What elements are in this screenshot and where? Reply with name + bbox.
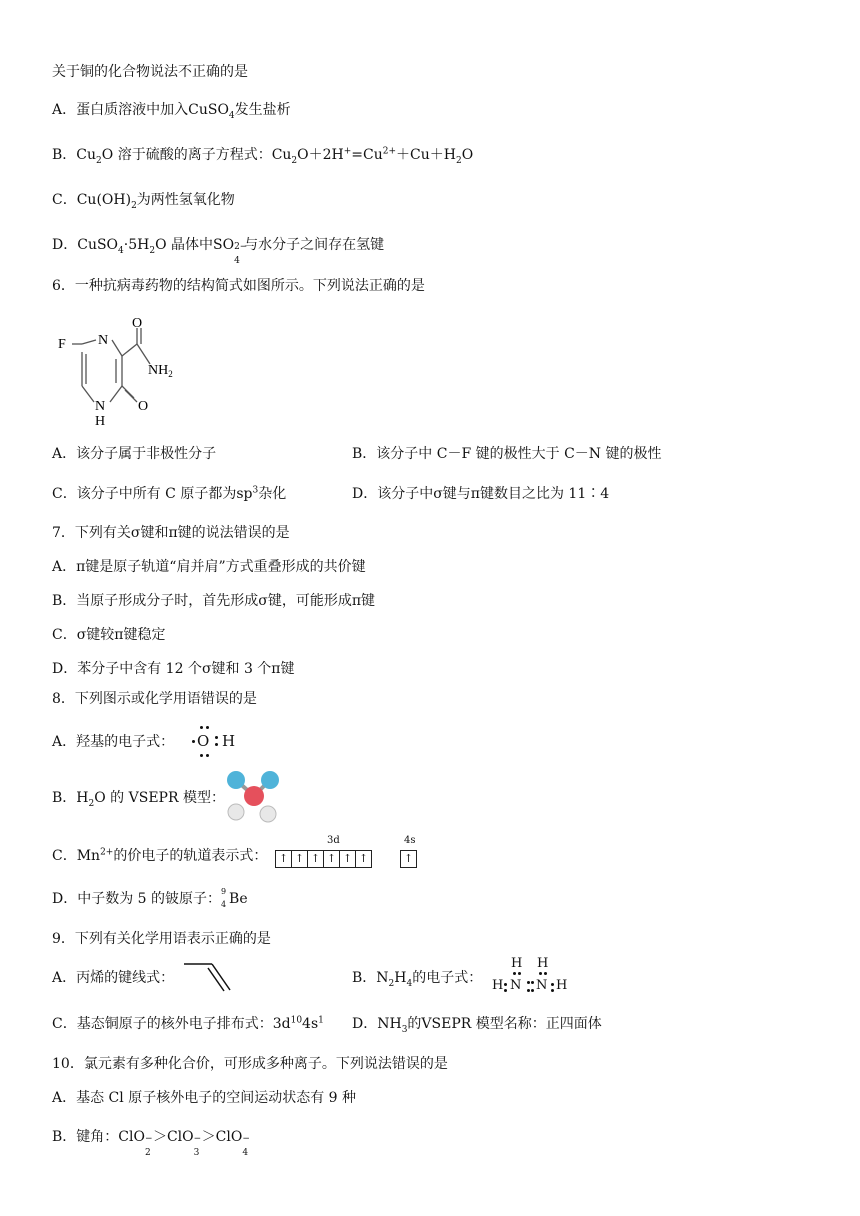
q9-option-d: D．$NH_3$的VSEPR 模型名称：正四面体 (352, 1016, 602, 1035)
q5-option-a: A．蛋白质溶液中加入CuSO$_4$发生盐析 (52, 102, 291, 121)
n2h4-electron-formula: H H H N N H (492, 956, 568, 993)
q6-option-c: C．该分子中所有 C 原子都为$sp^3$杂化 (52, 485, 287, 502)
orbital-3d-label: 3d (327, 835, 340, 846)
lone-pair-lobe (261, 771, 279, 789)
keto-oxygen-label: O (138, 399, 149, 414)
q7-stem: 7．下列有关σ键和π键的说法错误的是 (52, 525, 290, 541)
q8-option-a: A．羟基的电子式： (52, 734, 175, 750)
q5-option-b: B．$Cu_2O$ 溶于硫酸的离子方程式：$Cu_2O+2H^+=Cu^{2+}+Cu+H_2O$ (52, 146, 474, 166)
ring-nh-label: N (95, 399, 106, 414)
q6-option-d: D．该分子中σ键与π键数目之比为 11∶4 (352, 486, 610, 502)
q9-option-b: B．$N_2H_4$的电子式： (352, 970, 483, 989)
orbital-cell: ↑ (324, 851, 340, 867)
q8-stem: 8．下列图示或化学用语错误的是 (52, 691, 257, 707)
q10-option-b: B．键角：ClO − 2 ＞ClO − 3 ＞ClO − 4 (52, 1129, 250, 1158)
q10-option-a: A．基态 Cl 原子核外电子的空间运动状态有 9 种 (52, 1090, 357, 1106)
orbital-cell: ↑ (276, 851, 292, 867)
q8-option-b: B．$H_2O$ 的 VSEPR 模型： (52, 790, 225, 809)
hydrogen-atom (260, 806, 276, 822)
q9-stem: 9．下列有关化学用语表示正确的是 (52, 931, 271, 947)
q5-option-d: D．$CuSO_4\cdot 5H_2O$ 晶体中SO 2− 4 与水分子之间存在氢键 (52, 237, 385, 266)
ring-nitrogen-label: N (98, 333, 109, 348)
carbonyl-oxygen-label: O (132, 316, 143, 331)
q9-option-c: C．基态铜原子的核外电子排布式：$3d^{10}4s^1$ (52, 1015, 324, 1032)
h2o-vsepr-model (222, 768, 286, 826)
orbital-cell: ↑ (308, 851, 324, 867)
q7-option-d: D．苯分子中含有 12 个σ键和 3 个π键 (52, 661, 295, 677)
q5-option-c: C．$Cu(OH)_2$为两性氢氧化物 (52, 192, 235, 211)
q10-stem: 10．氯元素有多种化合价，可形成多种离子。下列说法错误的是 (52, 1056, 448, 1072)
hydrogen-atom (228, 804, 244, 820)
q8-option-d: D．中子数为 5 的铍原子： 9 4 Be (52, 887, 248, 909)
q8-option-c: C．$Mn^{2+}$的价电子的轨道表示式： (52, 847, 268, 864)
orbital-4s-label: 4s (404, 835, 416, 846)
propene-skeletal-formula (182, 960, 234, 992)
orbital-cell: ↑ (292, 851, 308, 867)
orbital-cell: ↑ (358, 852, 369, 865)
q6-stem: 6．一种抗病毒药物的结构简式如图所示。下列说法正确的是 (52, 278, 425, 294)
orbital-4s-box (400, 850, 417, 868)
orbital-cell: ↑ (340, 851, 356, 867)
fluorine-label: F (58, 337, 66, 352)
orbital-3d-boxes (275, 850, 372, 868)
favipiravir-structure (52, 312, 202, 430)
q7-option-b: B．当原子形成分子时，首先形成σ键，可能形成π键 (52, 593, 376, 609)
amide-nh2-label: $NH_2$ (148, 363, 173, 379)
q9-option-a: A．丙烯的键线式： (52, 970, 175, 986)
orbital-cell: ↑ (403, 852, 414, 865)
ring-h-label: H (95, 414, 106, 429)
hydroxyl-electron-formula: O H (172, 724, 242, 760)
q7-option-c: C．σ键较π键稳定 (52, 627, 166, 643)
oxygen-atom (244, 786, 264, 806)
q5-stem: 关于铜的化合物说法不正确的是 (52, 64, 248, 80)
q7-option-a: A．π键是原子轨道“肩并肩”方式重叠形成的共价键 (52, 559, 366, 575)
lone-pair-lobe (227, 771, 245, 789)
q6-option-b: B．该分子中 C－F 键的极性大于 C－N 键的极性 (352, 446, 662, 462)
q6-option-a: A．该分子属于非极性分子 (52, 446, 217, 462)
